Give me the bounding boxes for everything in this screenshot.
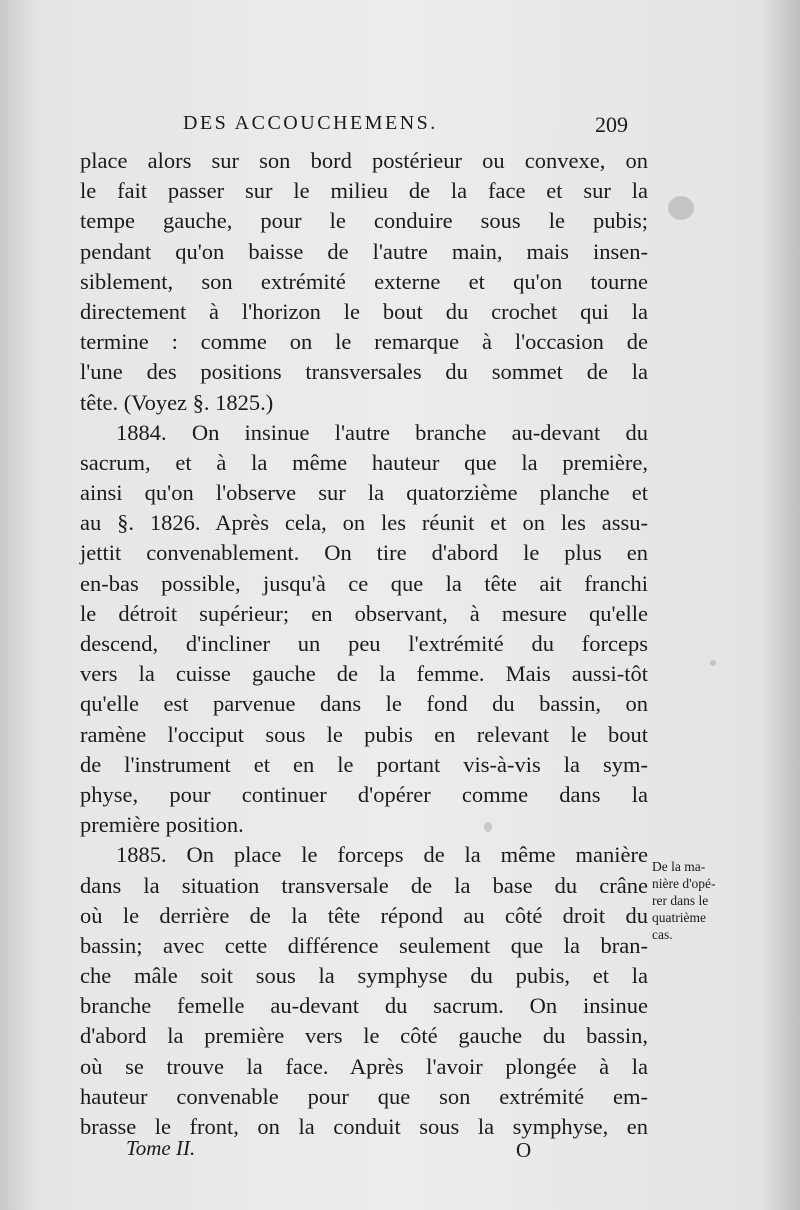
text-line: che mâle soit sous la symphyse du pubis, et la [80, 963, 648, 989]
page-footer [126, 1136, 546, 1172]
text-line: sacrum, et à la même hauteur que la première, [80, 449, 648, 475]
text-line: le fait passer sur le milieu de la face et sur la [80, 178, 648, 204]
text-line: où se trouve la face. Après l'avoir plongée à la [80, 1053, 648, 1079]
text-line: de l'instrument et en le portant vis-à-vis la sym- [80, 751, 648, 777]
paper-stain [668, 196, 694, 220]
margin-note-line: cas. [652, 927, 673, 942]
text-line: place alors sur son bord postérieur ou convexe, on [80, 148, 648, 173]
text-line: l'une des positions transversales du sommet de la [80, 359, 648, 385]
text-line: vers la cuisse gauche de la femme. Mais aussi-tôt [80, 661, 648, 687]
text-line: ainsi qu'on l'observe sur la quatorzième planche et [80, 480, 648, 506]
margin-note-line: nière d'opé- [652, 876, 716, 891]
running-header [183, 112, 628, 148]
text-line: le détroit supérieur; en observant, à mesure qu'elle [80, 600, 648, 626]
margin-note [652, 858, 772, 943]
text-line: siblement, son extrémité externe et qu'on tourne [80, 268, 648, 294]
margin-note-line: De la ma- [652, 859, 706, 874]
signature-mark: O [516, 1138, 532, 1162]
margin-note-line: quatrième [652, 910, 706, 925]
text-line: où le derrière de la tête répond au côté droit du [80, 902, 648, 928]
margin-note-line: rer dans le [652, 893, 709, 908]
text-line: pendant qu'on baisse de l'autre main, mais insen- [80, 238, 648, 264]
text-line: ramène l'occiput sous le pubis en relevant le bout [80, 721, 648, 747]
text-line: hauteur convenable pour que son extrémité em- [80, 1083, 648, 1109]
volume-label: Tome II. [126, 1136, 196, 1160]
text-line: bassin; avec cette différence seulement que la bran- [80, 932, 648, 958]
text-line: termine : comme on le remarque à l'occasion de [80, 329, 648, 355]
text-line: tête. (Voyez §. 1825.) [80, 389, 274, 415]
running-title: DES ACCOUCHEMENS. [183, 112, 438, 134]
text-line: d'abord la première vers le côté gauche du bassin, [80, 1023, 648, 1049]
text-line: au §. 1826. Après cela, on les réunit et on les assu- [80, 510, 648, 536]
text-line: dans la situation transversale de la base du crâne [80, 872, 648, 898]
text-line: physe, pour continuer d'opérer comme dans la [80, 781, 648, 807]
paragraph-start-1885: 1885. On place le forceps de la même manière [116, 842, 648, 868]
text-line: en-bas possible, jusqu'à ce que la tête ait franchi [80, 570, 648, 596]
text-line: descend, d'incliner un peu l'extrémité du forceps [80, 631, 648, 656]
body-text [80, 146, 648, 1142]
text-line: tempe gauche, pour le conduire sous le pubis; [80, 208, 648, 234]
text-line: qu'elle est parvenue dans le fond du bassin, on [80, 691, 648, 717]
paragraph-start-1884: 1884. On insinue l'autre branche au-devant du [116, 419, 648, 445]
paper-speck [710, 660, 716, 666]
text-line: brasse le front, on la conduit sous la symphyse, en [80, 1114, 648, 1139]
page-number: 209 [595, 112, 628, 137]
text-line: première position. [80, 812, 244, 838]
text-line: directement à l'horizon le bout du crochet qui la [80, 298, 648, 324]
text-line: branche femelle au-devant du sacrum. On insinue [80, 993, 648, 1019]
text-line: jettit convenablement. On tire d'abord le plus en [80, 540, 648, 566]
